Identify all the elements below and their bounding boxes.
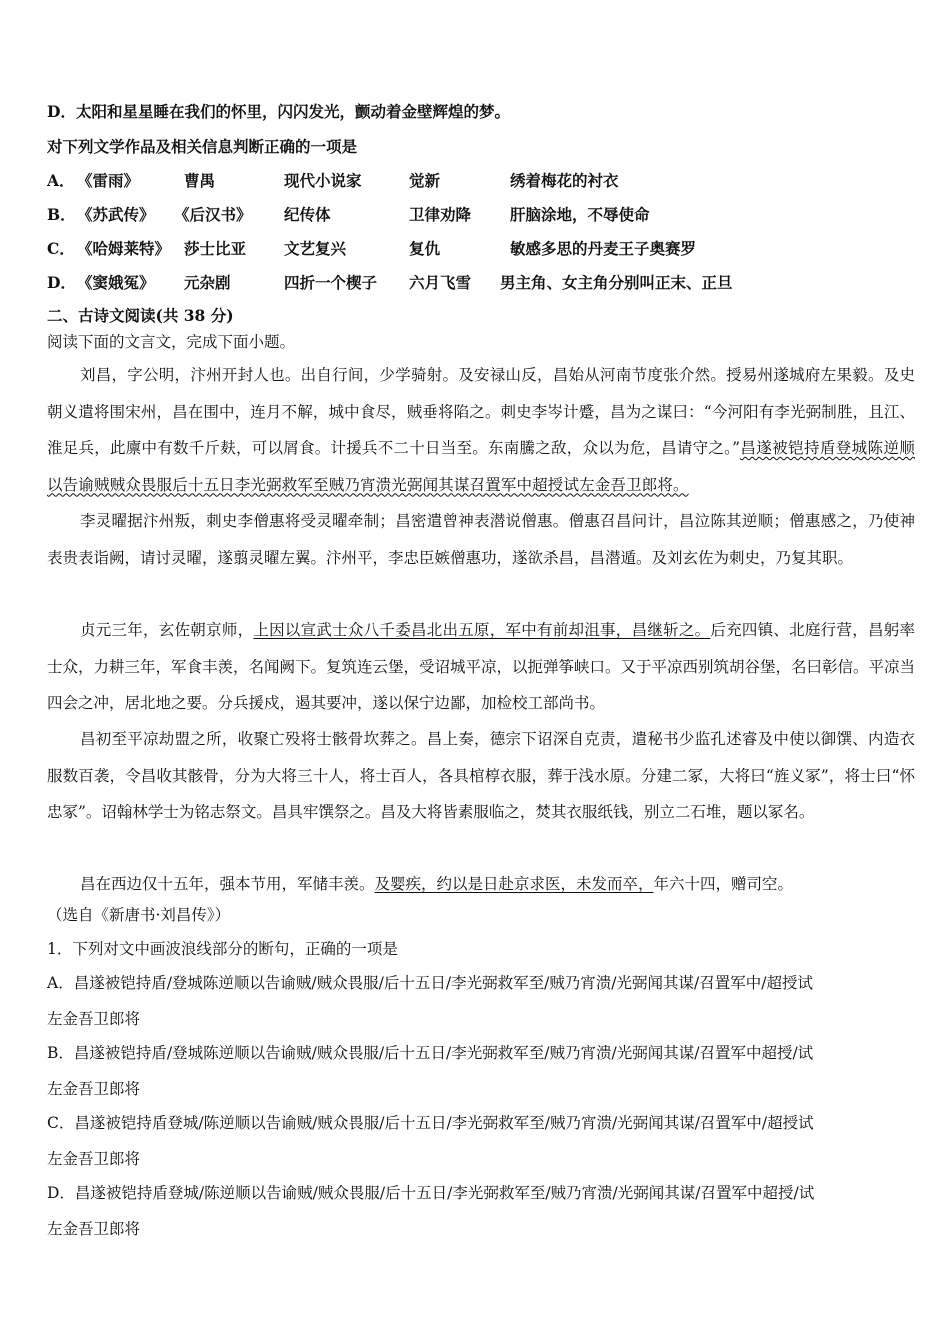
row-label: B． <box>47 205 76 224</box>
passage-text: 贞元三年，玄佐朝京师， <box>80 621 254 639</box>
row-description: 肝脑涂地，不辱使命 <box>510 205 650 224</box>
option-line: C．昌遂被铠持盾登城/陈逆顺以告谕贼/贼众畏服/后十五日/李光弼救军至/贼乃宵溃/光弼闻其谋/召置军中/超授试 <box>47 1114 814 1132</box>
passage-paragraph-2: 李灵曜据汴州叛，刺史李僧惠将受灵曜牵制；昌密遣曾神表潜说僧惠。僧惠召昌问计，昌泣陈其逆顺；僧惠感之，乃使神表贵表诣阙，请讨灵曜，遂翦灵曜左翼。汴州平，李忠臣嫉僧惠功，遂欲杀昌，昌潜遁。及刘玄佐为刺史，乃复其职。 <box>47 512 915 567</box>
row-genre: 四折一个楔子 <box>284 273 378 292</box>
option-line: 左金吾卫郎将 <box>47 1220 141 1238</box>
option-line: 左金吾卫郎将 <box>47 1150 141 1168</box>
passage-text: 昌在西边仅十五年，强本节用，军储丰羡。 <box>80 875 375 893</box>
row-detail: 复仇 <box>409 239 441 258</box>
top-option-d: D．太阳和星星睡在我们的怀里，闪闪发光，颤动着金壁辉煌的梦。 <box>47 102 510 121</box>
row-detail: 六月飞雪 <box>409 273 472 292</box>
row-work: 《雷雨》 <box>77 171 140 190</box>
question-1-option-a[interactable] <box>47 965 907 1037</box>
option-line: 左金吾卫郎将 <box>47 1080 141 1098</box>
passage-text: 后充四镇、北庭行营，昌躬率士众，力耕三年，军食丰羡，名闻阙下。复筑连云堡，受诏城平凉，以扼弹筝峡口。又于平凉西别筑胡谷堡，名曰彰信。平凉当四会之冲，居北地之要。分兵援戍，遏其要冲，遂以保宁边鄙，加检校工部尚书。 <box>47 621 916 712</box>
question-1-stem: 1．下列对文中画波浪线部分的断句，正确的一项是 <box>47 940 398 958</box>
row-description: 绣着梅花的衬衣 <box>510 171 619 190</box>
question-1-option-b[interactable] <box>47 1035 907 1107</box>
row-label: D． <box>47 273 76 292</box>
row-description: 男主角、女主角分别叫正末、正旦 <box>500 273 733 292</box>
row-author: 元杂剧 <box>184 273 231 292</box>
wavy-underlined-sentence: 昌遂被铠持盾登城陈逆顺以告谕贼贼众畏服后十五日李光弼救军至贼乃宵溃光弼闻其谋召置军中超授试左金吾卫郎将。 <box>47 439 915 494</box>
underlined-sentence: 上因以宣武士众八千委昌北出五原，军中有前却沮事，昌继斩之。 <box>253 621 711 639</box>
option-line: A．昌遂被铠持盾/登城陈逆顺以告谕贼/贼众畏服/后十五日/李光弼救军至/贼乃宵溃/光弼闻其谋/召置军中/超授试 <box>47 974 813 992</box>
row-genre: 文艺复兴 <box>284 239 347 258</box>
row-author: 曹禺 <box>184 171 216 190</box>
passage-source: （选自《新唐书·刘昌传》） <box>47 906 231 924</box>
row-work: 《窦娥冤》 <box>77 273 155 292</box>
lit-question-stem: 对下列文学作品及相关信息判断正确的一项是 <box>47 137 358 156</box>
row-label: C． <box>47 239 75 258</box>
row-detail: 觉新 <box>409 171 441 190</box>
row-author: 莎士比亚 <box>184 239 247 258</box>
section-heading: 二、古诗文阅读(共 38 分) <box>47 306 234 325</box>
question-1-option-d[interactable] <box>47 1175 907 1247</box>
passage-text: 年六十四，赠司空。 <box>653 875 794 893</box>
option-line: B．昌遂被铠持盾/登城陈逆顺以告谕贼/贼众畏服/后十五日/李光弼救军至/贼乃宵溃/光弼闻其谋/召置军中超授/试 <box>47 1044 814 1062</box>
passage-text: 刘昌，字公明，汴州开封人也。出自行间，少学骑射。及安禄山反，昌始从河南节度张介然。授易州遂城府左果毅。及史朝义遣将围宋州，昌在围中，连月不解，城中食尽，贼垂将陷之。刺史李岑计蹙，昌为之谋曰：“今河阳有李光弼制胜，且江、淮足兵，此廪中有数千斤麸，可以屑食。计援兵不二十日当至。东南騰之敌，众以为危，昌请守之。” <box>47 366 915 457</box>
row-genre: 纪传体 <box>284 205 331 224</box>
passage-paragraph-4: 昌初至平凉劫盟之所，收聚亡殁将士骸骨坎葬之。昌上奏，德宗下诏深自克责，遣秘书少监孔述睿及中使以御馔、内造衣服数百袭，令昌收其骸骨，分为大将三十人，将士百人，各具棺椁衣服，葬于浅水原。分建二冢，大将曰“旌义冢”，将士曰“怀忠冢”。诏翰林学士为铭志祭文。昌具牢馔祭之。昌及大将皆素服临之，焚其衣服纸钱，别立二石堆，题以冢名。 <box>47 730 915 821</box>
row-genre: 现代小说家 <box>284 171 362 190</box>
passage-paragraph-5 <box>47 866 915 903</box>
option-line: D．昌遂被铠持盾登城/陈逆顺以告谕贼/贼众畏服/后十五日/李光弼救军至/贼乃宵溃/光弼闻其谋/召置军中超授/试 <box>47 1184 815 1202</box>
section-instruction: 阅读下面的文言文，完成下面小题。 <box>47 333 296 351</box>
passage-paragraph-3 <box>47 612 915 722</box>
row-author: 《后汉书》 <box>174 205 252 224</box>
row-label: A． <box>47 171 75 190</box>
row-description: 敏感多思的丹麦王子奥赛罗 <box>510 239 697 258</box>
row-work: 《苏武传》 <box>77 205 155 224</box>
passage-paragraph-1 <box>47 357 915 503</box>
underlined-sentence: 及婴疾，约以是日赴京求医，未发而卒， <box>374 875 654 893</box>
row-detail: 卫律劝降 <box>409 205 472 224</box>
row-work: 《哈姆莱特》 <box>77 239 171 258</box>
option-line: 左金吾卫郎将 <box>47 1010 141 1028</box>
question-1-option-c[interactable] <box>47 1105 907 1177</box>
